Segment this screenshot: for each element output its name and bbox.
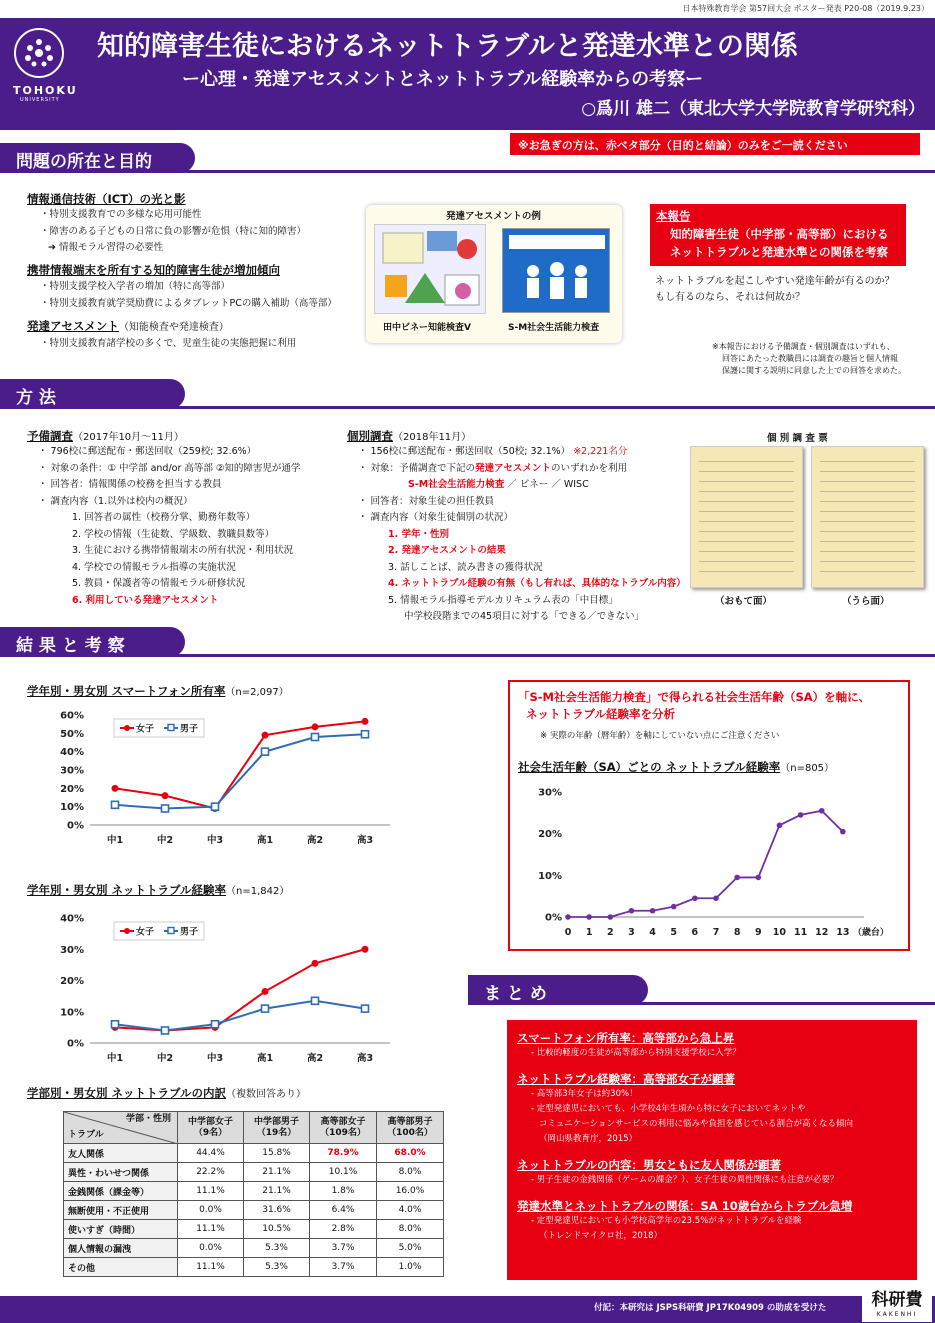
data-point <box>312 997 319 1004</box>
table-row <box>64 1220 444 1239</box>
x-tick-label: 3 <box>628 927 635 938</box>
data-point <box>586 914 592 920</box>
y-tick-label: 10% <box>538 870 562 882</box>
chart-title-text: 学年別・男女別 スマートフォン所有率 <box>27 684 226 698</box>
data-point <box>840 829 846 835</box>
list-item: 3. 生徒における携帯情報端末の所有状況・利用状況 <box>72 545 294 556</box>
list-item: 4. ネットトラブル経験の有無（もし有れば、具体的なトラブル内容） <box>388 578 686 589</box>
section-rule <box>180 170 935 173</box>
data-point <box>312 960 319 967</box>
y-tick-label: 20% <box>60 976 84 987</box>
data-point <box>777 823 783 829</box>
chart1-title <box>27 683 289 699</box>
data-point <box>362 718 369 725</box>
legend-label: 男子 <box>180 724 199 735</box>
data-point <box>112 801 119 808</box>
note-line: 回答にあたった教職員には調査の趣旨と個人情報 <box>722 354 898 363</box>
x-tick-label: 13 <box>836 927 850 938</box>
summary-item: （トレンドマイクロ社，2018） <box>539 1231 663 1241</box>
list-item: 6. 利用している発達アセスメント <box>72 594 219 606</box>
sa-heading-line: ネットトラブル経験率を分析 <box>526 707 676 721</box>
report-questions <box>655 274 895 306</box>
meta-line: 日本特殊教育学会 第57回大会 ポスター発表 P20-08（2019.9.23） <box>682 4 929 13</box>
report-line: ネットトラブルと発達水準との関係を考察 <box>670 245 889 259</box>
corner-bottom-label: トラブル <box>68 1130 104 1140</box>
x-tick-label: 1 <box>585 927 593 938</box>
chart2-title <box>27 882 289 898</box>
survey-sheet-back <box>811 446 924 588</box>
table-cell: 5.0% <box>377 1239 444 1258</box>
summary-item: - 定型発達児においても、小学校4年生頃から特に女子においてネットや <box>531 1104 806 1114</box>
data-point <box>629 908 635 914</box>
item-text: ／ ビネー ／ WISC <box>507 479 589 490</box>
row-label: 友人関係 <box>64 1144 178 1163</box>
table-row <box>64 1182 444 1201</box>
x-tick-label: 中2 <box>156 1053 174 1063</box>
row-label: 異性・わいせつ関係 <box>64 1163 178 1182</box>
note-line: 保護に関する説明に同意した上での回答を求めた。 <box>722 366 906 375</box>
brand-subtext: KAKENHI <box>876 1311 918 1318</box>
sheet-back-label: （うら面） <box>842 596 890 607</box>
section-header-method: 方 法 <box>0 379 185 409</box>
x-unit-label: （歳台） <box>852 928 889 938</box>
data-point <box>362 946 369 953</box>
summary-heading: ネットトラブル経験率：高等部女子が顕著 <box>517 1072 736 1086</box>
notice-box: ※お急ぎの方は、赤ベタ部分（目的と結論）のみをご一読ください <box>510 133 920 155</box>
sa-heading-line: 「S-M社会生活能力検査」で得られる社会生活年齢（SA）を軸に、 <box>518 690 871 704</box>
list-item: 5. 情報モラル指導モデルカリキュラム表の「中目標」 <box>388 594 618 606</box>
chart-title-text: 学年別・男女別 ネットトラブル経験率 <box>27 883 227 897</box>
chart3-title <box>518 759 834 775</box>
col-header-n: （9名） <box>193 1127 228 1138</box>
sheet-title: 個 別 調 査 票 <box>767 433 828 444</box>
col-header <box>377 1112 444 1144</box>
table-row <box>64 1201 444 1220</box>
table-cell: 1.0% <box>377 1258 444 1277</box>
list-item: ・特別支援教育諸学校の多くで、児童生徒の実態把握に利用 <box>40 338 297 349</box>
question: ネットトラブルを起こしやすい発達年齢が有るのか？ <box>655 276 895 287</box>
item-highlight: ※2,221名分 <box>573 446 628 457</box>
legend-marker <box>168 725 174 731</box>
y-tick-label: 10% <box>60 1007 84 1019</box>
col-header-name: 中学部女子 <box>188 1116 234 1127</box>
y-tick-label: 30% <box>60 765 84 777</box>
summary-item: コミュニケーションサービスの利用に悩みや負担を感じている割合が高くなる傾向 <box>539 1119 853 1129</box>
table-cell: 5.3% <box>244 1239 310 1258</box>
row-label: 使いすぎ（時間） <box>64 1220 178 1239</box>
col-header-name: 中学部男子 <box>254 1116 300 1127</box>
report-head: 本報告 <box>656 209 691 223</box>
list-item: ・ 796校に郵送配布・郵送回収（259校; 32.6%） <box>38 446 257 457</box>
table-cell: 22.2% <box>178 1163 244 1182</box>
bg-list-mobile <box>40 279 337 312</box>
bg-list-assessment <box>40 336 296 353</box>
section-rule <box>630 1002 935 1005</box>
sa-note: ※ 実際の年齢（暦年齢）を軸にしていない点にご注意ください <box>540 731 780 741</box>
table-cell: 68.0% <box>377 1144 444 1163</box>
summary-heading: スマートフォン所有率：高等部から急上昇 <box>517 1031 735 1045</box>
row-label: その他 <box>64 1258 178 1277</box>
list-item <box>358 461 686 478</box>
x-tick-label: 4 <box>649 927 656 938</box>
col-header <box>178 1112 244 1144</box>
x-tick-label: 中1 <box>106 835 124 846</box>
col-header-name: 高等部女子 <box>320 1116 366 1127</box>
list-item: ・ 調査内容（1.以外は校内の概況） <box>38 495 193 507</box>
poster-author: ○爲川 雄二（東北大学大学院教育学研究科） <box>581 99 925 119</box>
item-highlight: 発達アセスメント <box>475 462 551 474</box>
x-tick-label: 9 <box>754 927 762 938</box>
y-tick-label: 20% <box>538 829 562 841</box>
x-tick-label: 高1 <box>256 835 274 846</box>
list-item: 1. 学年・性別 <box>388 528 450 540</box>
table-cell: 3.7% <box>310 1239 377 1258</box>
x-tick-label: 5 <box>670 927 678 938</box>
list-item: ・特別支援教育での多様な応用可能性 <box>40 209 202 220</box>
kakenhi-logo <box>862 1290 932 1322</box>
table-cell: 4.0% <box>377 1201 444 1220</box>
ind-survey-heading <box>347 428 471 444</box>
section-rule <box>170 654 935 657</box>
chart-sa-net-trouble <box>518 780 906 942</box>
x-tick-label: 12 <box>815 927 829 938</box>
x-tick-label: 中1 <box>106 1053 124 1063</box>
list-item: 4. 学校での情報モラル指導の実施状況 <box>72 561 236 573</box>
x-tick-label: 10 <box>772 927 787 938</box>
y-tick-label: 60% <box>60 710 84 722</box>
table-row <box>64 1239 444 1258</box>
y-tick-label: 30% <box>538 787 562 799</box>
table-cell: 8.0% <box>377 1163 444 1182</box>
x-tick-label: 中3 <box>206 835 224 846</box>
table-cell: 6.4% <box>310 1201 377 1220</box>
list-item: ・特別支援教育就学奨励費によるタブレットPCの購入補助（高等部） <box>40 297 337 309</box>
item-highlight: S-M社会生活能力検査 <box>408 479 505 490</box>
table-corner <box>64 1112 178 1144</box>
summary-item: - 高等部3年女子は約30%！ <box>531 1089 638 1099</box>
x-tick-label: 7 <box>712 927 720 938</box>
poster-title: 知的障害生徒におけるネットトラブルと発達水準との関係 <box>97 31 798 62</box>
chart-title-text: 社会生活年齢（SA）ごとの ネットトラブル経験率 <box>518 760 781 774</box>
heading-text: 個別調査 <box>347 429 393 443</box>
col-header <box>244 1112 310 1144</box>
list-item: ・ 調査内容（対象生徒個別の状況） <box>358 512 514 523</box>
data-point <box>362 731 369 738</box>
row-label: 金銭関係（課金等） <box>64 1182 178 1201</box>
list-item <box>358 477 686 494</box>
survey-sheet-front <box>690 446 803 588</box>
data-point <box>650 908 656 914</box>
table-cell: 10.1% <box>310 1163 377 1182</box>
assessment-caption: 発達アセスメントの例 <box>446 211 541 222</box>
heading-text: 予備調査 <box>27 429 73 443</box>
table-cell: 15.8% <box>244 1144 310 1163</box>
data-point <box>262 732 269 739</box>
list-item: ・ 対象の条件：① 中学部 and/or 高等部 ②知的障害児が通学 <box>38 462 301 474</box>
data-point <box>362 1005 369 1012</box>
col-header <box>310 1112 377 1144</box>
x-tick-label: 高3 <box>356 1053 374 1063</box>
data-point <box>798 812 804 818</box>
y-tick-label: 30% <box>60 944 84 956</box>
series-line-女子 <box>115 949 365 1030</box>
table-cell: 31.6% <box>244 1201 310 1220</box>
table-cell: 11.1% <box>178 1182 244 1201</box>
summary-item: - 男子生徒の金銭関係（ゲームの課金？）、女子生徒の異性関係にも注意が必要？ <box>531 1175 839 1185</box>
data-point <box>755 875 761 881</box>
logo-subtext: UNIVERSITY <box>20 97 60 103</box>
col-header-n: （19名） <box>256 1127 297 1138</box>
sa-heading <box>518 689 870 723</box>
section-rule <box>170 406 935 409</box>
y-tick-label: 40% <box>60 747 84 759</box>
pre-survey-heading <box>27 428 184 444</box>
x-tick-label: 高2 <box>306 1053 324 1063</box>
table-cell: 5.3% <box>244 1258 310 1277</box>
bg-heading-assessment <box>27 318 229 334</box>
y-tick-label: 0% <box>545 912 562 924</box>
data-point <box>162 805 169 812</box>
section-header-summary: ま と め <box>468 975 648 1005</box>
data-point <box>262 988 269 995</box>
x-tick-label: 高1 <box>256 1053 274 1063</box>
table-cell: 8.0% <box>377 1220 444 1239</box>
list-item: 2. 学校の情報（生徒数、学級数、教職員数等） <box>72 528 275 540</box>
table-cell: 21.1% <box>244 1163 310 1182</box>
heading-date: （2018年11月） <box>393 432 472 443</box>
list-item: 中学校段階までの45項目に対する「できる／できない」 <box>404 611 645 622</box>
sheet-front-label: （おもて面） <box>715 596 773 607</box>
list-item: 3. 話しことば、読み書きの獲得状況 <box>388 561 543 573</box>
heading-text: 発達アセスメント <box>27 319 119 333</box>
table-title-text: 学部別・男女別 ネットトラブルの内訳 <box>27 1086 227 1100</box>
data-point <box>607 914 613 920</box>
university-logo <box>14 28 64 78</box>
row-label: 個人情報の漏洩 <box>64 1239 178 1258</box>
chart-n: （n=2,097） <box>225 687 289 698</box>
legend-label: 男子 <box>180 927 199 938</box>
x-tick-label: 2 <box>606 927 614 938</box>
data-point <box>713 895 719 901</box>
data-point <box>212 803 219 810</box>
x-tick-label: 中2 <box>156 835 174 846</box>
list-item: ・ 回答者：対象生徒の担任教員 <box>358 495 495 507</box>
data-point <box>112 785 119 792</box>
table-row <box>64 1258 444 1277</box>
list-item: ・障害のある子どもの日常に負の影響が危惧（特に知的障害） <box>40 225 307 237</box>
y-tick-label: 0% <box>67 820 84 832</box>
table-cell: 16.0% <box>377 1182 444 1201</box>
table-note: （複数回答あり） <box>226 1089 307 1100</box>
table-row <box>64 1144 444 1163</box>
summary-item: - 定型発達児においても小学校高学年の23.5%がネットトラブルを経験 <box>531 1216 802 1226</box>
list-item <box>358 444 686 461</box>
series-line-男子 <box>115 1001 365 1031</box>
list-item: ➔ 情報モラル習得の必要性 <box>48 242 164 253</box>
report-note <box>712 341 906 377</box>
summary-item: - 比較的軽度の生徒が高等部から特別支援学校に入学？ <box>531 1048 741 1058</box>
binet-kit-image <box>374 224 486 314</box>
table-cell: 10.5% <box>244 1220 310 1239</box>
list-item: ・ 回答者：情報関係の校務を担当する教員 <box>38 479 222 490</box>
table-cell: 1.8% <box>310 1182 377 1201</box>
section-header-results: 結 果 と 考 察 <box>0 627 185 657</box>
trouble-breakdown-table <box>63 1111 444 1277</box>
row-label: 無断使用・不正使用 <box>64 1201 178 1220</box>
legend-marker <box>124 928 130 934</box>
ind-survey-list <box>358 444 686 626</box>
item-text: ・ 156校に郵送配布・郵送回収（50校; 32.1%） <box>358 446 571 457</box>
x-tick-label: 高3 <box>356 835 374 846</box>
col-header-n: （109名） <box>320 1127 366 1138</box>
data-point <box>112 1021 119 1028</box>
corner-top-label: 学部・性別 <box>125 1114 171 1124</box>
list-item: ・特別支援学校入学者の増加（特に高等部） <box>40 281 231 292</box>
chart-n: （n=805） <box>780 763 835 774</box>
data-point <box>162 792 169 799</box>
sm-label: S-M社会生活能力検査 <box>508 323 600 333</box>
list-item: 2. 発達アセスメントの結果 <box>388 545 506 556</box>
x-tick-label: 中3 <box>206 1053 224 1063</box>
data-point <box>312 734 319 741</box>
table-cell: 3.7% <box>310 1258 377 1277</box>
y-tick-label: 10% <box>60 802 84 814</box>
heading-date: （2017年10月〜11月） <box>73 432 184 443</box>
bg-list-ict <box>40 207 306 257</box>
y-tick-label: 40% <box>60 913 84 925</box>
table-cell: 0.0% <box>178 1239 244 1258</box>
summary-item: （岡山県教育庁，2015） <box>539 1134 638 1144</box>
list-item: 1. 回答者の属性（校務分掌、勤務年数等） <box>72 512 256 523</box>
item-text: ・ 対象：予備調査で下記の <box>358 462 476 474</box>
table-cell: 11.1% <box>178 1258 244 1277</box>
heading-note: （知能検査や発達検査） <box>118 322 229 333</box>
pre-survey-list <box>38 444 300 609</box>
legend-label: 女子 <box>136 724 155 735</box>
poster-subtitle: ー心理・発達アセスメントとネットトラブル経験率からの考察ー <box>182 69 704 90</box>
table-header-row <box>64 1112 444 1144</box>
note-line: ※本報告における予備調査・個別調査はいずれも、 <box>712 342 895 351</box>
data-point <box>262 748 269 755</box>
series-line-sa <box>568 811 843 917</box>
chart-smartphone-ownership <box>40 705 410 860</box>
x-tick-label: 高2 <box>306 835 324 846</box>
col-header-name: 高等部男子 <box>387 1116 433 1127</box>
table-row <box>64 1163 444 1182</box>
y-tick-label: 0% <box>67 1038 84 1050</box>
data-point <box>312 723 319 730</box>
report-line: 知的障害生徒（中学部・高等部）における <box>670 227 889 241</box>
sm-test-image <box>502 228 610 313</box>
x-tick-label: 6 <box>691 927 699 938</box>
legend-marker <box>124 725 130 731</box>
summary-heading: 発達水準とネットトラブルの関係：SA 10歳台からトラブル急増 <box>517 1199 853 1213</box>
summary-box <box>507 1020 917 1280</box>
logo-text: TOHOKU <box>13 84 78 97</box>
data-point <box>692 895 698 901</box>
binet-label: 田中ビネー知能検査V <box>383 323 471 333</box>
item-text: のいずれかを利用 <box>550 462 627 474</box>
brand-text: 科研費 <box>871 1290 923 1310</box>
section-header-problem: 問題の所在と目的 <box>0 143 195 173</box>
bg-heading-mobile: 携帯情報端末を所有する知的障害生徒が増加傾向 <box>27 263 280 277</box>
x-tick-label: 11 <box>793 927 808 938</box>
y-tick-label: 20% <box>60 783 84 795</box>
data-point <box>734 875 740 881</box>
table-cell: 11.1% <box>178 1220 244 1239</box>
x-tick-label: 0 <box>564 927 572 938</box>
table-cell: 44.4% <box>178 1144 244 1163</box>
table-cell: 2.8% <box>310 1220 377 1239</box>
x-tick-label: 8 <box>733 927 741 938</box>
bg-heading-ict: 情報通信技術（ICT）の光と影 <box>27 192 186 206</box>
report-box <box>650 204 906 266</box>
table-cell: 21.1% <box>244 1182 310 1201</box>
table-cell: 78.9% <box>310 1144 377 1163</box>
list-item: 5. 教員・保護者等の情報モラル研修状況 <box>72 578 246 589</box>
summary-heading: ネットトラブルの内容：男女ともに友人関係が顕著 <box>517 1158 782 1172</box>
footer-text: 付記：本研究は JSPS科研費 JP17K04909 の助成を受けた <box>594 1303 827 1313</box>
table-cell: 0.0% <box>178 1201 244 1220</box>
legend-label: 女子 <box>136 927 155 938</box>
data-point <box>565 914 571 920</box>
col-header-n: （100名） <box>387 1127 433 1138</box>
data-point <box>162 1027 169 1034</box>
y-tick-label: 50% <box>60 728 84 740</box>
data-point <box>819 808 825 814</box>
legend-marker <box>168 928 174 934</box>
chart-net-trouble-by-grade <box>40 908 410 1063</box>
table-title <box>27 1085 306 1101</box>
chart-n: （n=1,842） <box>226 886 290 897</box>
question: もし有るのなら、それは何故か？ <box>655 292 805 303</box>
data-point <box>262 1005 269 1012</box>
data-point <box>212 1021 219 1028</box>
data-point <box>671 904 677 910</box>
